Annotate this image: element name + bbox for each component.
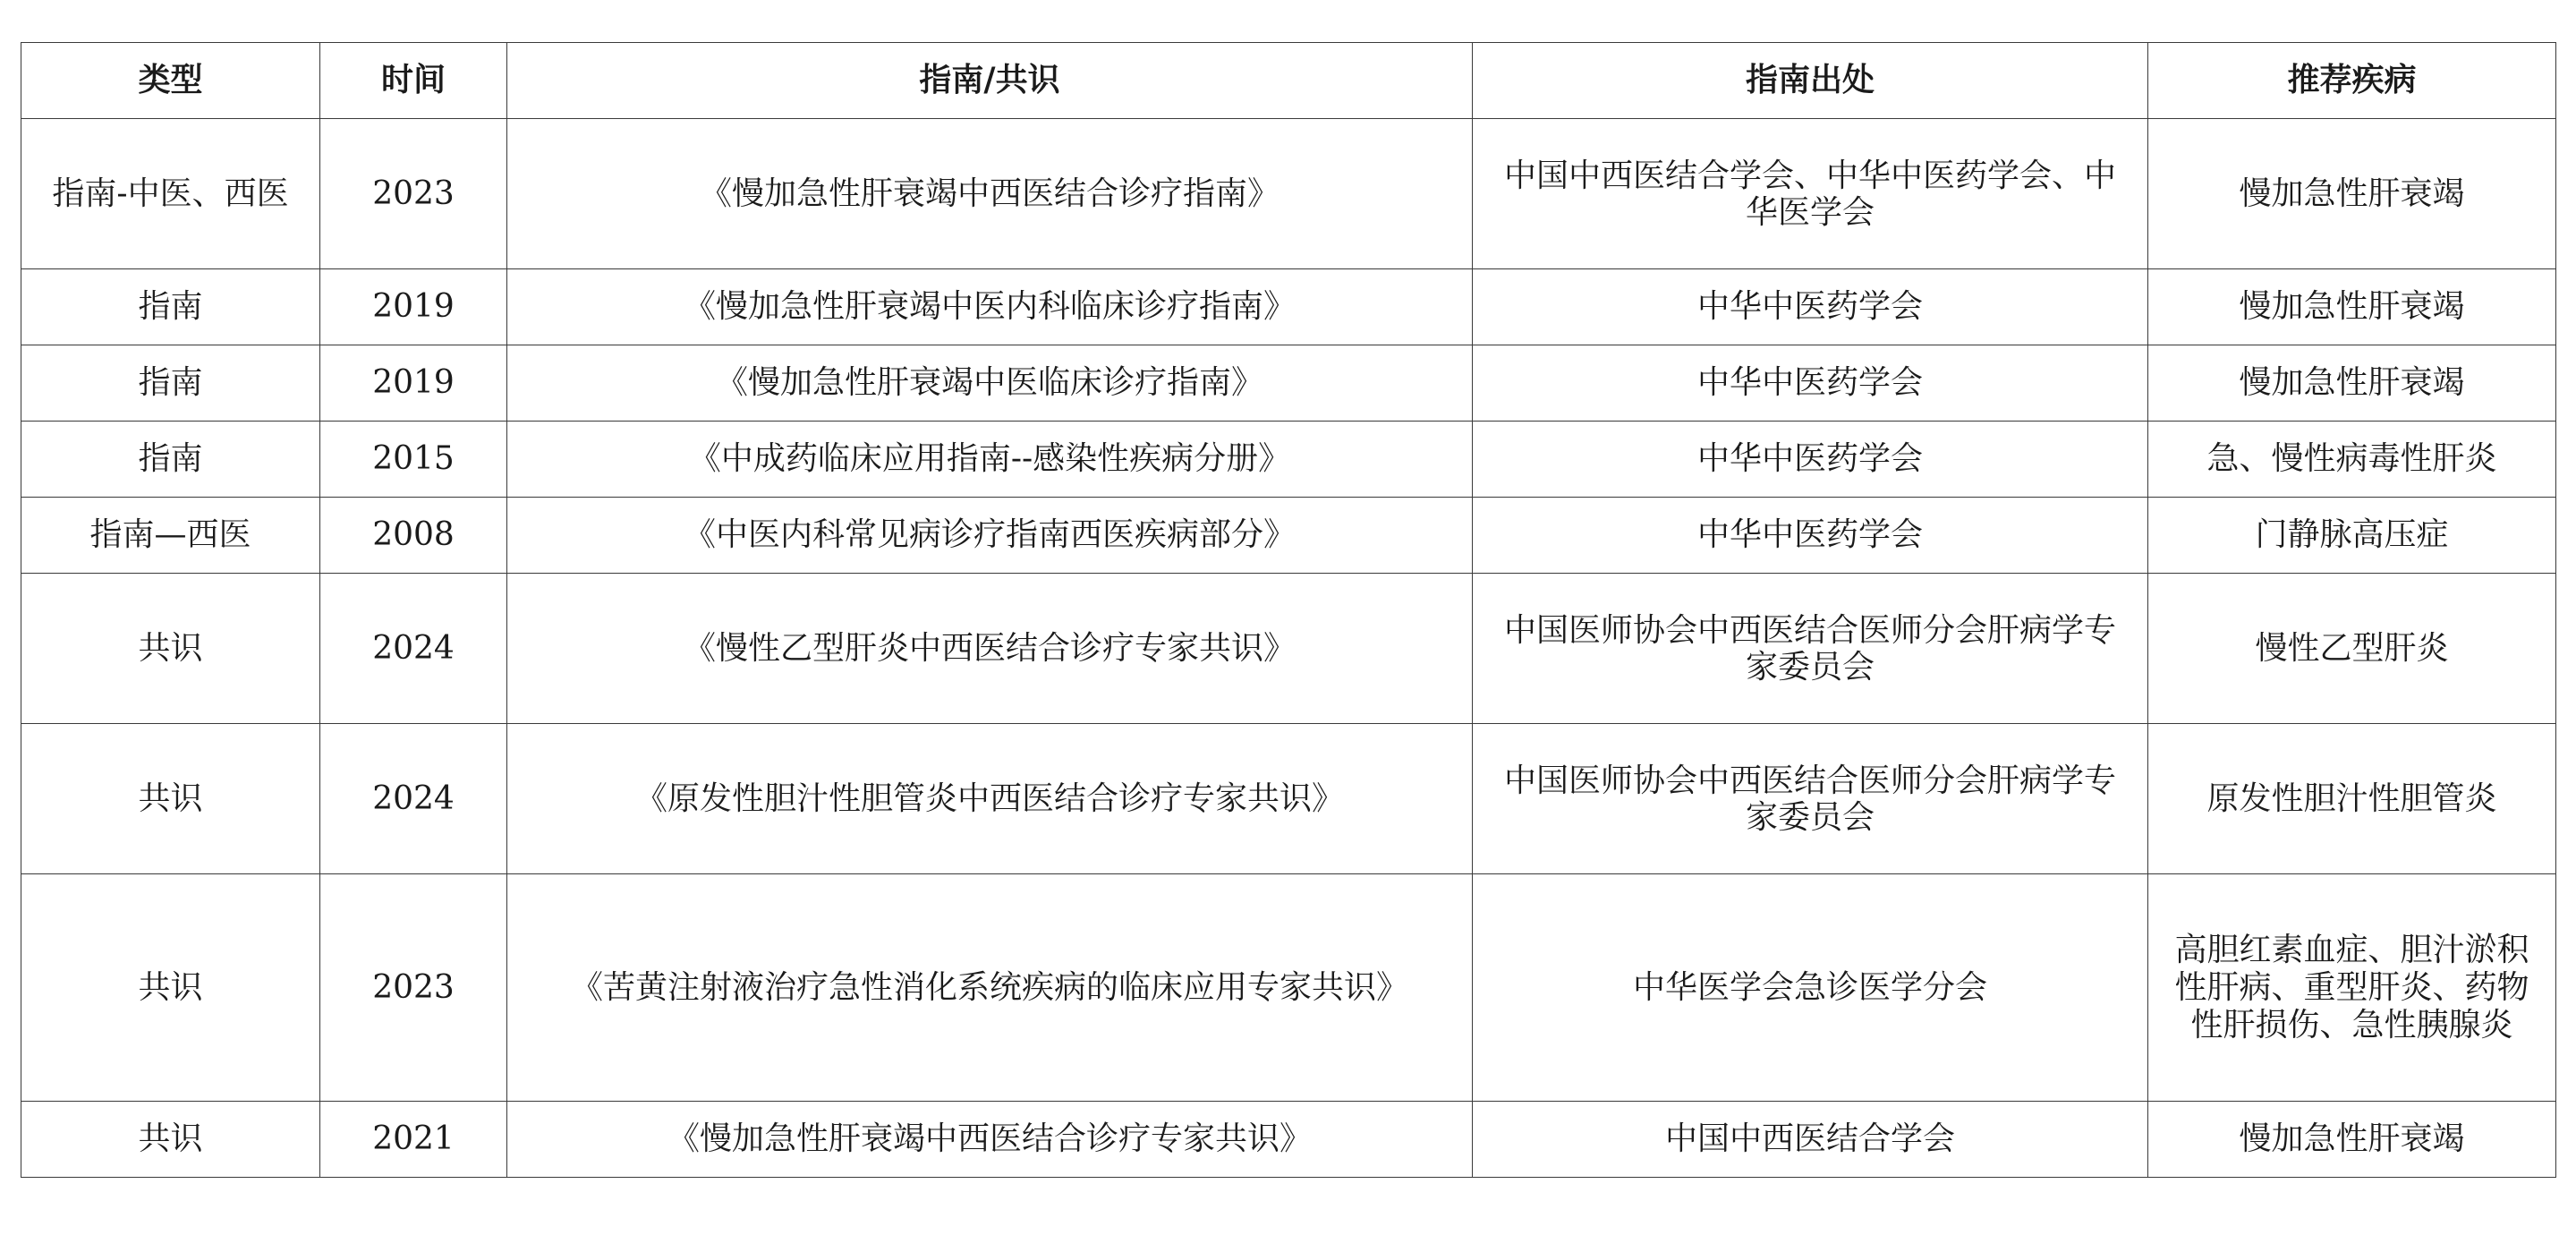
header-year: 时间	[320, 43, 507, 119]
table-row	[21, 1102, 2556, 1178]
cell-title: 《中成药临床应用指南--感染性疾病分册》	[507, 422, 1473, 498]
cell-title: 《中医内科常见病诊疗指南西医疾病部分》	[507, 498, 1473, 574]
table-row	[21, 119, 2556, 269]
cell-type: 指南-中医、西医	[21, 119, 320, 269]
table-row	[21, 874, 2556, 1102]
cell-source	[1473, 119, 2148, 269]
cell-disease-text: 高胆红素血症、胆汁淤积性肝病、重型肝炎、药物性肝损伤、急性胰腺炎	[2174, 931, 2529, 1043]
cell-source: 中华中医药学会	[1473, 422, 2148, 498]
cell-title: 《原发性胆汁性胆管炎中西医结合诊疗专家共识》	[507, 724, 1473, 874]
cell-disease: 慢加急性肝衰竭	[2148, 1102, 2556, 1178]
cell-disease: 慢性乙型肝炎	[2148, 574, 2556, 724]
cell-source: 中国中西医结合学会	[1473, 1102, 2148, 1178]
cell-title: 《慢加急性肝衰竭中医临床诊疗指南》	[507, 345, 1473, 422]
cell-source-text: 中国医师协会中西医结合医师分会肝病学专家委员会	[1503, 762, 2116, 836]
table-row	[21, 422, 2556, 498]
cell-source: 中华中医药学会	[1473, 269, 2148, 345]
table-row	[21, 345, 2556, 422]
cell-year: 2023	[320, 119, 507, 269]
header-title: 指南/共识	[507, 43, 1473, 119]
cell-type: 指南	[21, 422, 320, 498]
guidelines-table	[21, 42, 2556, 1178]
cell-title: 《慢性乙型肝炎中西医结合诊疗专家共识》	[507, 574, 1473, 724]
cell-disease: 门静脉高压症	[2148, 498, 2556, 574]
cell-year: 2019	[320, 345, 507, 422]
header-source: 指南出处	[1473, 43, 2148, 119]
table-row	[21, 269, 2556, 345]
table-row	[21, 724, 2556, 874]
table-row	[21, 574, 2556, 724]
cell-disease	[2148, 874, 2556, 1102]
cell-year: 2015	[320, 422, 507, 498]
cell-year: 2021	[320, 1102, 507, 1178]
cell-type: 指南	[21, 345, 320, 422]
cell-type: 指南—西医	[21, 498, 320, 574]
cell-year: 2024	[320, 724, 507, 874]
cell-source: 中华中医药学会	[1473, 345, 2148, 422]
guidelines-table-container	[21, 42, 2556, 1178]
cell-title: 《慢加急性肝衰竭中医内科临床诊疗指南》	[507, 269, 1473, 345]
cell-source: 中华医学会急诊医学分会	[1473, 874, 2148, 1102]
cell-source	[1473, 574, 2148, 724]
cell-source	[1473, 724, 2148, 874]
cell-year: 2024	[320, 574, 507, 724]
cell-year: 2023	[320, 874, 507, 1102]
cell-type: 共识	[21, 1102, 320, 1178]
cell-type: 共识	[21, 724, 320, 874]
cell-source-text: 中国中西医结合学会、中华中医药学会、中华医学会	[1503, 157, 2116, 231]
header-disease: 推荐疾病	[2148, 43, 2556, 119]
table-row	[21, 498, 2556, 574]
cell-title: 《慢加急性肝衰竭中西医结合诊疗专家共识》	[507, 1102, 1473, 1178]
table-header-row	[21, 43, 2556, 119]
cell-source: 中华中医药学会	[1473, 498, 2148, 574]
cell-year: 2008	[320, 498, 507, 574]
cell-year: 2019	[320, 269, 507, 345]
cell-type: 共识	[21, 874, 320, 1102]
cell-type: 共识	[21, 574, 320, 724]
cell-title: 《苦黄注射液治疗急性消化系统疾病的临床应用专家共识》	[507, 874, 1473, 1102]
header-type: 类型	[21, 43, 320, 119]
cell-disease: 原发性胆汁性胆管炎	[2148, 724, 2556, 874]
cell-disease: 慢加急性肝衰竭	[2148, 269, 2556, 345]
cell-disease: 慢加急性肝衰竭	[2148, 345, 2556, 422]
cell-disease: 慢加急性肝衰竭	[2148, 119, 2556, 269]
cell-type: 指南	[21, 269, 320, 345]
cell-source-text: 中国医师协会中西医结合医师分会肝病学专家委员会	[1503, 611, 2116, 686]
cell-disease: 急、慢性病毒性肝炎	[2148, 422, 2556, 498]
cell-title: 《慢加急性肝衰竭中西医结合诊疗指南》	[507, 119, 1473, 269]
